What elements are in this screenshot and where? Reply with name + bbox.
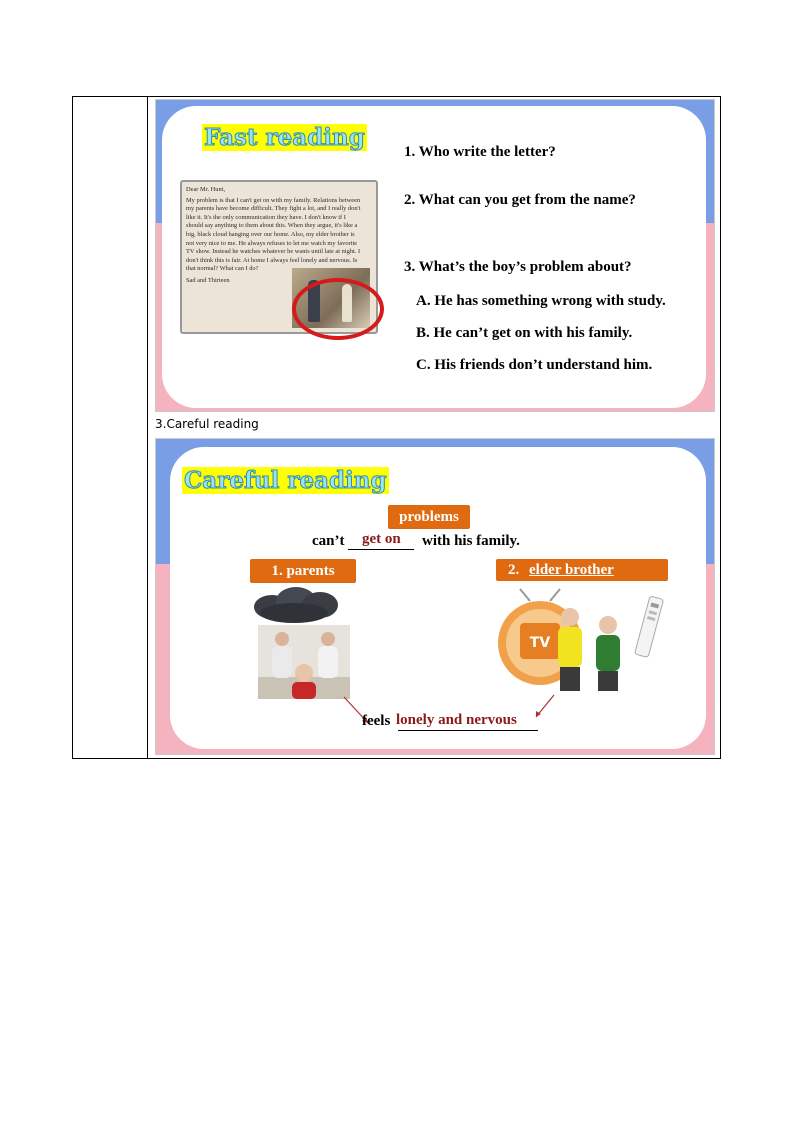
child-body xyxy=(292,682,316,699)
feels-answer: lonely and nervous xyxy=(396,712,517,728)
fast-reading-heading: Fast reading xyxy=(204,124,365,151)
problems-box: problems xyxy=(388,505,470,529)
blank-underline xyxy=(348,549,414,550)
father-body xyxy=(272,646,292,678)
elder-brother-box xyxy=(496,559,668,581)
document-table xyxy=(72,96,721,759)
blank-answer-get-on: get on xyxy=(362,531,401,547)
letter-image xyxy=(180,180,378,334)
slide-card xyxy=(162,106,706,408)
letter-signature: Sad and Thirteen xyxy=(186,276,230,284)
careful-reading-heading: Careful reading xyxy=(184,467,387,494)
mother-body xyxy=(318,646,338,678)
question-3: 3. What’s the boy’s problem about? xyxy=(404,259,632,275)
svg-text:TV: TV xyxy=(529,635,551,651)
cant-suffix: with his family. xyxy=(422,533,520,549)
mother-head xyxy=(321,632,335,646)
option-b: B. He can’t get on with his family. xyxy=(416,325,633,341)
feels-prefix: feels xyxy=(362,713,391,729)
option-a: A. He has something wrong with study. xyxy=(416,293,666,309)
table-column-divider xyxy=(147,97,148,758)
father-head xyxy=(275,632,289,646)
slide-card xyxy=(170,447,706,749)
child-head xyxy=(295,664,313,682)
question-1: 1. Who write the letter? xyxy=(404,144,556,160)
box2-answer: elder brother xyxy=(529,562,614,578)
section-label: 3.Careful reading xyxy=(155,417,259,431)
letter-body: My problem is that I can't get on with my family. Relations between my parents have become difficult. They fight a lot, and I really don't like it. It's the only communication they have. I don't know if I should say anything to them about this. When they argue, it's like a big, black cloud hanging over our home. Also, my elder brother is not very nice to me. He always refuses to let me watch my favorite TV show. Instead he watches whatever he wants until late at night. I don't think this is fair. At home I always feel lonely and nervous. Is that normal? What can I do? xyxy=(186,196,361,273)
parents-box: 1. parents xyxy=(250,559,356,583)
brothers-tv-illustration xyxy=(490,587,670,693)
letter-greeting: Dear Mr. Hunt, xyxy=(186,186,226,193)
fast-reading-slide xyxy=(155,99,715,412)
boys-fighting xyxy=(558,608,620,691)
question-2: 2. What can you get from the name? xyxy=(404,192,636,208)
remote-control-icon xyxy=(635,596,664,658)
cant-prefix: can’t xyxy=(312,533,345,549)
dark-cloud-icon xyxy=(254,587,338,623)
option-c: C. His friends don’t understand him. xyxy=(416,357,653,373)
parents-arguing-illustration xyxy=(252,587,362,705)
careful-reading-slide xyxy=(155,438,715,755)
box2-prefix: 2. xyxy=(508,562,520,578)
feels-underline xyxy=(398,730,538,731)
red-circle-annotation xyxy=(292,278,384,340)
